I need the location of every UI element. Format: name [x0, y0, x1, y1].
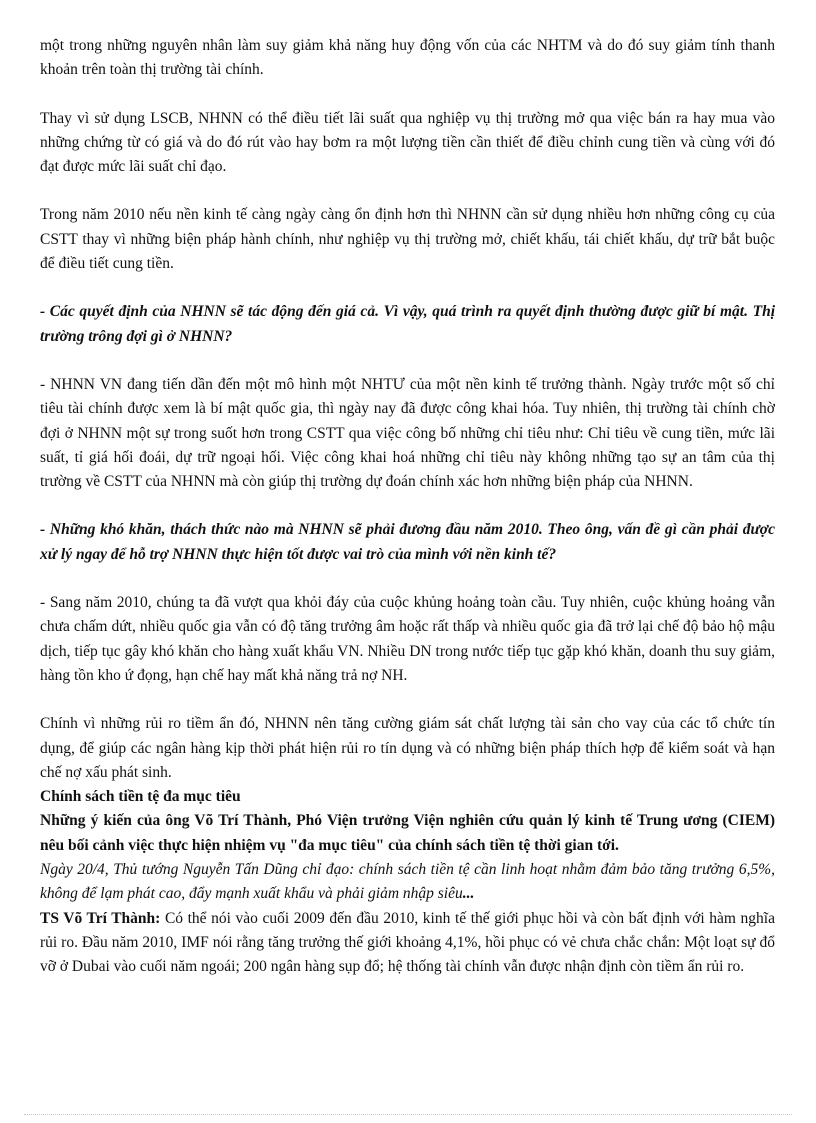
paragraph-credit-risk: Chính vì những rủi ro tiềm ẩn đó, NHNN nên tăng cường giám sát chất lượng tài sản cho vay của các tổ chức tín dụng, để giúp các ngân hàng kịp thời phát hiện rủi ro tín dụng và có những biện pháp thích hợp để kiểm soát và hạn chế nợ xấu phát sinh.	[40, 715, 775, 781]
answer-challenges: - Sang năm 2010, chúng ta đã vượt qua khỏi đáy của cuộc khủng hoảng toàn cầu. Tuy nhiên, cuộc khủng hoảng vẫn chưa chấm dứt, nhiều quốc gia vẫn có độ tăng trưởng âm hoặc rất thấp và nhiều quốc gia đã trở lại chế độ bảo hộ mậu dịch, tiếp tục gây khó khăn cho hàng xuất khẩu VN. Nhiều DN trong nước tiếp tục gặp khó khăn, doanh thu suy giảm, hàng tồn kho ứ đọng, hạn chế hay mất khả năng trả nợ NH.	[40, 594, 775, 684]
paragraph-liquidity: một trong những nguyên nhân làm suy giảm khả năng huy động vốn của các NHTM và do đó suy giảm tính thanh khoản trên toàn thị trường tài chính.	[40, 37, 775, 79]
speaker-label: TS Võ Trí Thành:	[40, 909, 161, 927]
italic-quote-text: Ngày 20/4, Thủ tướng Nguyễn Tấn Dũng chỉ đạo: chính sách tiền tệ cần linh hoạt nhằm đảm bảo tăng trưởng 6,5%, không để lạm phát cao, đẩy mạnh xuất khẩu và phải giảm nhập siêu	[40, 861, 775, 903]
document-page	[40, 34, 775, 980]
question-transparency: - Các quyết định của NHNN sẽ tác động đến giá cả. Vì vậy, quá trình ra quyết định thường được giữ bí mật. Thị trường trông đợi gì ở NHNN?	[40, 303, 775, 345]
interview-answer	[40, 907, 775, 980]
paragraph-open-market: Thay vì sử dụng LSCB, NHNN có thể điều tiết lãi suất qua nghiệp vụ thị trường mở qua việc bán ra hay mua vào những chứng từ có giá và do đó rút vào hay bơm ra một lượng tiền cần thiết để điều chỉnh cung tiền và cùng với đó đạt được mức lãi suất chỉ đạo.	[40, 109, 775, 176]
section-heading: Chính sách tiền tệ đa mục tiêu	[40, 788, 241, 806]
footer-divider	[24, 1114, 792, 1115]
paragraph-policy-tools: Trong năm 2010 nếu nền kinh tế càng ngày càng ổn định hơn thì NHNN cần sử dụng nhiều hơn những công cụ của CSTT thay vì những biện pháp hành chính, như nghiệp vụ thị trường mở, chiết khấu, tái chiết khấu, dự trữ bắt buộc để điều tiết cung tiền.	[40, 206, 775, 273]
lead-paragraph: Những ý kiến của ông Võ Trí Thành, Phó Viện trưởng Viện nghiên cứu quản lý kinh tế Trung ương (CIEM) nêu bối cảnh việc thực hiện nhiệm vụ "đa mục tiêu" của chính sách tiền tệ thời gian tới.	[40, 812, 775, 854]
answer-transparency: - NHNN VN đang tiến dần đến một mô hình một NHTƯ của một nền kinh tế trưởng thành. Ngày trước một số chỉ tiêu tài chính được xem là bí mật quốc gia, thì ngày nay đã được công khai hóa. Tuy nhiên, thị trường tài chính chờ đợi ở NHNN một sự trong suốt hơn trong CSTT qua việc công bố những chỉ tiêu như: Chỉ tiêu về cung tiền, mức lãi suất, tỉ giá hối đoái, dự trữ ngoại hối. Việc công khai hoá những chỉ tiêu này không những tạo sự an tâm của thị trường về CSTT của NHNN mà còn giúp thị trường dự đoán chính xác hơn những biện pháp của NHNN.	[40, 375, 775, 491]
italic-quote-ellipsis: ...	[462, 885, 475, 903]
interview-answer-text: Có thể nói vào cuối 2009 đến đầu 2010, kinh tế thế giới phục hồi và còn bất định với hàm nghĩa rủi ro. Đầu năm 2010, IMF nói rằng tăng trưởng thế giới khoảng 4,1%, hồi phục có vẻ chưa chắc chắn: Một loạt sự đổ vỡ ở Dubai vào cuối năm ngoái; 200 ngân hàng sụp đổ; hệ thống tài chính vẫn được nhận định còn tiềm ẩn rủi ro.	[40, 909, 775, 976]
question-challenges: - Những khó khăn, thách thức nào mà NHNN sẽ phải đương đầu năm 2010. Theo ông, vấn đề gì cần phải được xử lý ngay để hỗ trợ NHNN thực hiện tốt được vai trò của mình với nền kinh tế?	[40, 521, 775, 563]
italic-quote	[40, 858, 775, 907]
